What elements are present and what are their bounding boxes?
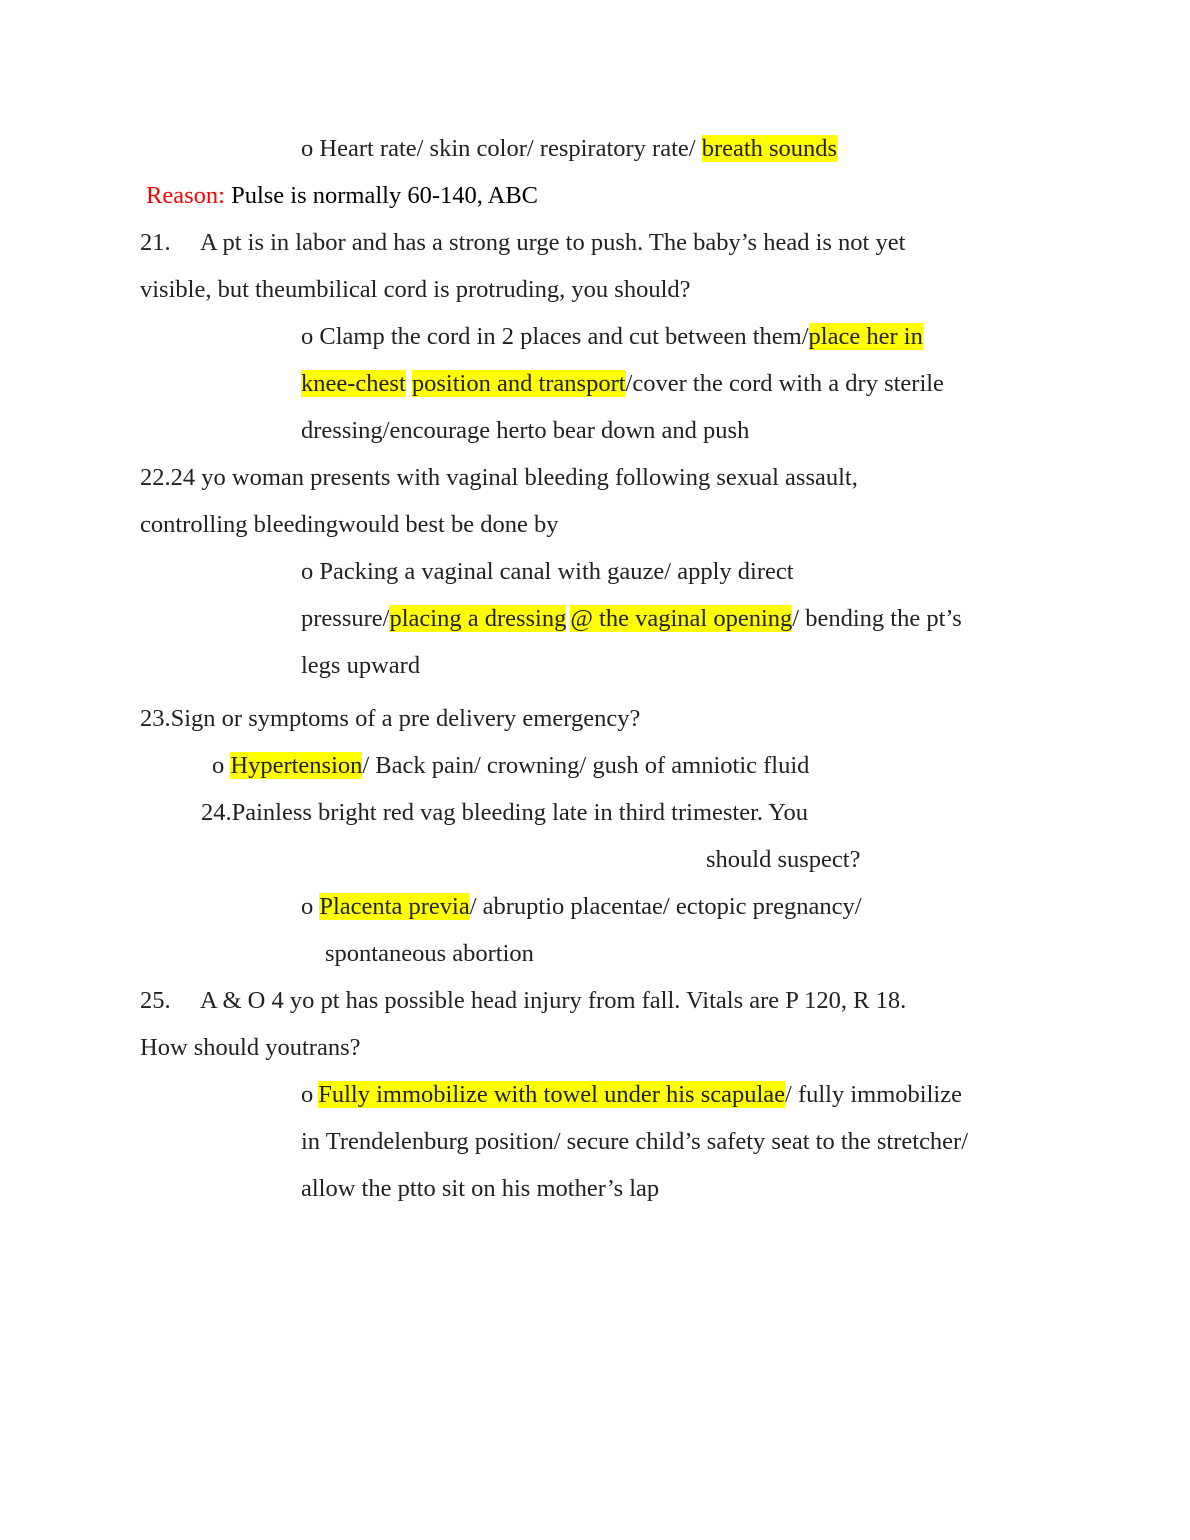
q25-options-line1 [301,1080,962,1110]
reason-label: Reason: [146,182,225,209]
q25-question-text: A & O 4 yo pt has possible head injury from fall. Vitals are P 120, R 18. [200,987,907,1014]
q25-options-line3: allow the ptto sit on his mother’s lap [301,1175,660,1202]
q24-options-line1 [301,892,862,922]
q21-answer-part2: knee-chest [301,370,406,397]
q22-options-line3: legs upward [301,652,421,679]
bullet-icon: o [212,752,225,779]
q22-option-a: Packing a vaginal canal with gauze/ apply direct [319,558,794,585]
q21-options-line3: dressing/encourage herto bear down and push [301,417,750,444]
q20-options-line [301,134,837,164]
q24-question-line1: 24.Painless bright red vag bleeding late in third trimester. You [201,799,808,826]
q22-question-line1: 22.24 yo woman presents with vaginal bleeding following sexual assault, [140,464,858,491]
bullet-icon: o [301,893,314,920]
q25-answer-highlight: Fully immobilize with towel under his scapulae [318,1081,786,1108]
q25-option-b: / fully immobilize [785,1081,962,1108]
q22-option-b: pressure/ [301,605,390,632]
q20-option-text: Heart rate/ skin color/ respiratory rate/ [319,135,696,162]
q23-option-rest: / Back pain/ crowning/ gush of amniotic fluid [362,752,810,779]
q23-options-line [212,751,809,781]
bullet-icon: o [301,135,314,162]
q21-answer-part1: place her in [808,323,923,350]
q25-number: 25. [140,987,171,1014]
q21-question-line2: visible, but theumbilical cord is protruding, you should? [140,276,691,303]
q25-question-line1 [140,986,906,1016]
q21-question-line1 [140,228,905,258]
q22-option-d1: / bending the pt’s [792,605,962,632]
q25-question-line2: How should youtrans? [140,1034,361,1061]
q22-options-line2 [301,604,962,634]
q25-options-line2: in Trendelenburg position/ secure child’s safety seat to the stretcher/ [301,1128,969,1155]
q21-options-line1 [301,322,923,352]
q20-reason-line [146,181,538,211]
bullet-icon: o [301,323,314,350]
q24-options-line2: spontaneous abortion [325,940,534,967]
q21-answer-part3: position and transport [411,370,626,397]
q24-option-rest: / abruptio placentae/ ectopic pregnancy/ [469,893,862,920]
q21-option-a: Clamp the cord in 2 places and cut between them/ [319,323,809,350]
q21-question-text: A pt is in labor and has a strong urge to push. The baby’s head is not yet [200,229,906,256]
q21-option-c: /cover the cord with a dry sterile [625,370,944,397]
bullet-icon: o [301,558,314,585]
q22-answer-part2: @ the vaginal opening [570,605,793,632]
q20-answer-highlight: breath sounds [701,135,838,162]
q22-question-line2: controlling bleedingwould best be done by [140,511,559,538]
q22-answer-part1: placing a dressing [389,605,567,632]
q21-number: 21. [140,229,171,256]
reason-text: Pulse is normally 60-140, ABC [231,182,539,209]
bullet-icon: o [301,1081,314,1108]
q21-options-line2 [301,369,944,399]
q23-question-line1: 23.Sign or symptoms of a pre delivery emergency? [140,705,641,732]
q24-question-line2: should suspect? [706,846,861,873]
q23-answer-highlight: Hypertension [230,752,363,779]
q24-answer-highlight: Placenta previa [319,893,470,920]
q22-options-line1 [301,557,794,587]
